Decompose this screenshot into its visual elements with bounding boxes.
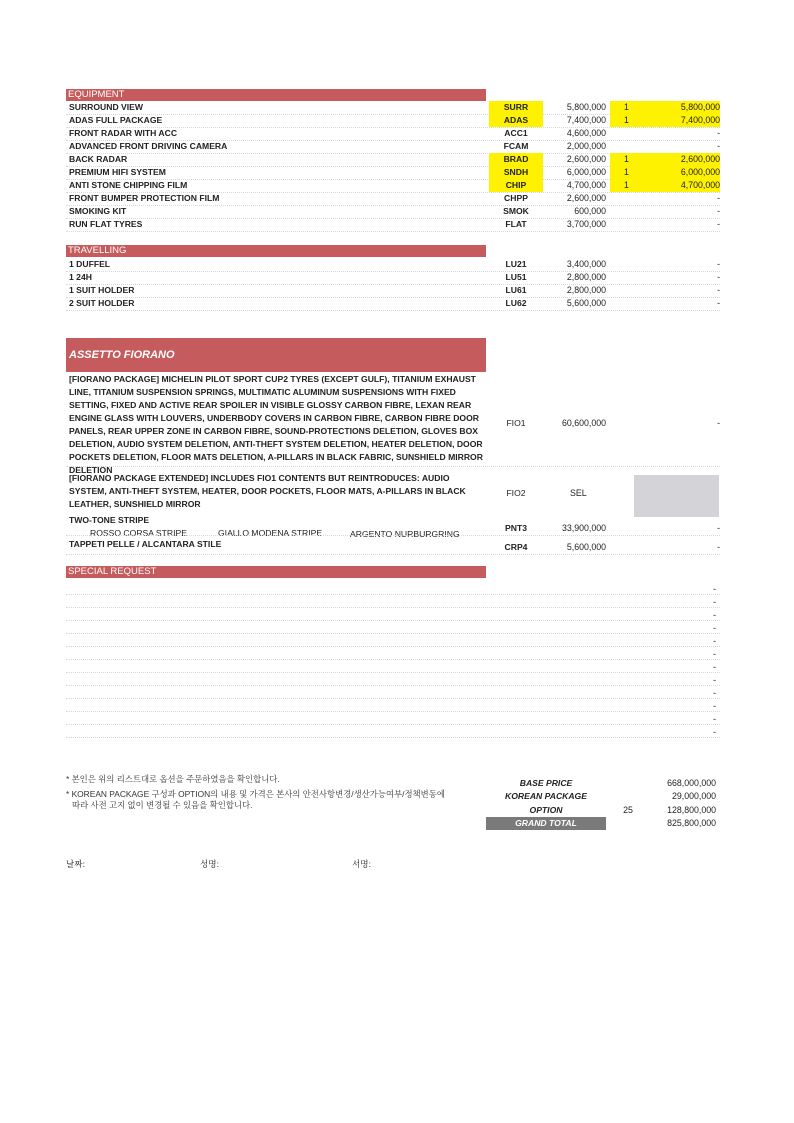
stripe-option-rosso-corsa: ROSSO CORSA STRIPE [90,528,187,538]
disclaimer-note-cont: 따라 사전 고지 없이 변경될 수 있음을 확인합니다. [72,800,253,810]
travelling-row [66,258,720,272]
item-name: ANTI STONE CHIPPING FILM [69,180,188,190]
item-price: 7,400,000 [566,115,606,125]
travelling-header: TRAVELLING [66,245,486,257]
carpet-code: CRP4 [504,542,528,552]
item-price: 2,600,000 [566,193,606,203]
two-tone-stripe-price: 33,900,000 [561,523,606,533]
item-name: FRONT RADAR WITH ACC [69,128,178,138]
special-request-total: - [713,662,716,672]
carpet-label: TAPPETI PELLE / ALCANTARA STILE [69,539,222,549]
item-code: FCAM [503,141,529,151]
divider [66,466,720,467]
two-tone-stripe-total: - [717,523,720,533]
special-request-line [66,727,720,738]
item-code: CHPP [504,193,528,203]
date-label: 날짜: [66,859,85,869]
fiorano-package-total: - [717,418,720,428]
item-total: 5,800,000 [650,101,720,114]
item-code: SMOK [503,206,529,216]
equipment-row [66,192,720,206]
special-request-line [66,584,720,595]
special-request-line [66,649,720,660]
item-total: 4,700,000 [650,179,720,192]
item-code: LU51 [505,272,527,282]
name-label: 성명: [200,859,219,869]
two-tone-stripe-label: TWO-TONE STRIPE [69,515,150,525]
item-total: - [717,141,720,151]
item-price: 4,600,000 [566,128,606,138]
special-request-total: - [713,584,716,594]
item-name: SURROUND VIEW [69,102,144,112]
item-code: CHIP [489,179,543,192]
fiorano-extended-total-cell [634,475,719,517]
equipment-header: EQUIPMENT [66,89,486,101]
special-request-line [66,597,720,608]
item-code: LU62 [505,298,527,308]
item-name: 2 SUIT HOLDER [69,298,135,308]
item-price: 2,800,000 [566,285,606,295]
fiorano-extended-description: [FIORANO PACKAGE EXTENDED] INCLUDES FIO1 CONTENTS BUT REINTRODUCES: AUDIO SYSTEM, ANTI-THEFT SYSTEM, HEATER, DOOR POCKETS, FLOOR MATS, A-PILLARS IN BLACK LEATHER, SUNSHIELD MIRROR [69,473,466,509]
item-code: BRAD [489,153,543,166]
item-code: ADAS [489,114,543,127]
item-total: 6,000,000 [650,166,720,179]
special-request-line [66,688,720,699]
special-request-total: - [713,649,716,659]
base-price-row [486,777,720,790]
item-code: SURR [489,101,543,114]
travelling-row [66,271,720,285]
item-total: - [717,193,720,203]
item-qty: 1 [610,114,650,127]
item-total: - [717,272,720,282]
item-name: 1 24H [69,272,92,282]
grand-total-value: 825,800,000 [667,818,716,828]
item-total: - [717,298,720,308]
equipment-row [66,205,720,219]
fiorano-extended-row [66,487,720,500]
base-price-label: BASE PRICE [519,778,573,788]
item-qty: 1 [610,179,650,192]
item-price: 2,600,000 [566,154,606,164]
equipment-row [66,101,720,115]
special-request-total: - [713,610,716,620]
item-total: - [717,219,720,229]
equipment-row [66,127,720,141]
special-request-line [66,623,720,634]
item-name: RUN FLAT TYRES [69,219,143,229]
item-price: 3,700,000 [566,219,606,229]
fiorano-package-row [66,417,720,430]
two-tone-stripe-code: PNT3 [505,523,527,533]
item-code: SNDH [489,166,543,179]
special-request-total: - [713,727,716,737]
fiorano-title: ASSETTO FIORANO [66,338,486,372]
signature-label: 서명: [352,859,371,869]
equipment-row [66,166,720,180]
travelling-row [66,297,720,311]
option-count: 25 [623,805,633,815]
option-label: OPTION [529,805,563,815]
item-total: 2,600,000 [650,153,720,166]
special-request-line [66,610,720,621]
confirmation-note: * 본인은 위의 리스트대로 옵션을 주문하였음을 확인합니다. [66,774,280,784]
fiorano-package-description: [FIORANO PACKAGE] MICHELIN PILOT SPORT CUP2 TYRES (EXCEPT GULF), TITANIUM EXHAUST LINE, TITANIUM SUSPENSION SPRINGS, MULTIMATIC ALUMINUM SUSPENSIONS WITH FIXED SETTING, FIXED AND ACTIVE REAR SPOILER IN VISIBLE GLOSSY CARBON FIBRE, LEXAN REAR ENGINE GLASS WITH LOUVERS, UNDERBODY COVERS IN CARBON FIBRE, CARBON FIBRE DOOR PANELS, REAR UPPER ZONE IN CARBON FIBRE, SOUND-PROTECTIONS DELETION, GLOVES BOX DELETION, AUDIO SYSTEM DELETION, ANTI-THEFT SYSTEM DELETION, HEATER DELETION, DOOR POCKETS DELETION, FLOOR MATS DELETION, A-PILLARS IN BLACK FABRIC, SUNSHIELD MIRROR DELETION [69,374,483,475]
option-row [486,804,720,817]
grand-total-label: GRAND TOTAL [486,817,606,830]
item-total: 7,400,000 [650,114,720,127]
equipment-row [66,179,720,193]
item-price: 4,700,000 [566,180,606,190]
item-name: PREMIUM HIFI SYSTEM [69,167,166,177]
fiorano-extended-code: FIO2 [506,488,526,498]
special-request-total: - [713,597,716,607]
item-code: LU61 [505,285,527,295]
item-price: 3,400,000 [566,259,606,269]
item-qty: 1 [610,153,650,166]
item-code: ACC1 [504,128,528,138]
korean-package-row [486,790,720,803]
item-total: - [717,206,720,216]
korean-package-label: KOREAN PACKAGE [505,791,587,801]
item-total: - [717,285,720,295]
item-price: 2,000,000 [566,141,606,151]
carpet-price: 5,600,000 [566,542,606,552]
fiorano-extended-price: SEL [570,488,587,498]
special-request-total: - [713,636,716,646]
item-name: BACK RADAR [69,154,128,164]
special-request-line [66,662,720,673]
item-qty: 1 [610,101,650,114]
item-name: ADAS FULL PACKAGE [69,115,163,125]
special-request-line [66,701,720,712]
item-price: 5,800,000 [566,102,606,112]
equipment-row [66,114,720,128]
item-name: FRONT BUMPER PROTECTION FILM [69,193,220,203]
fiorano-package-code: FIO1 [506,418,526,428]
travelling-row [66,284,720,298]
item-price: 6,000,000 [566,167,606,177]
special-request-total: - [713,701,716,711]
fiorano-package-price: 60,600,000 [561,418,606,428]
special-request-total: - [713,714,716,724]
special-request-total: - [713,675,716,685]
disclaimer-note: * KOREAN PACKAGE 구성과 OPTION의 내용 및 가격은 본사의 안전사항변경/생산가능여부/정책변동에 [66,789,445,799]
special-request-total: - [713,623,716,633]
item-name: SMOKING KIT [69,206,127,216]
item-name: 1 SUIT HOLDER [69,285,135,295]
special-request-line [66,636,720,647]
carpet-row [66,541,720,555]
item-qty: 1 [610,166,650,179]
item-name: 1 DUFFEL [69,259,111,269]
item-price: 600,000 [574,206,606,216]
special-request-line [66,714,720,725]
item-name: ADVANCED FRONT DRIVING CAMERA [69,141,228,151]
item-price: 5,600,000 [566,298,606,308]
two-tone-stripe-row [66,522,720,536]
korean-package-value: 29,000,000 [671,791,716,801]
item-total: - [717,259,720,269]
stripe-option-giallo-modena: GIALLO MODENA STRIPE [218,528,323,538]
special-request-line [66,675,720,686]
equipment-row [66,153,720,167]
item-code: FLAT [505,219,527,229]
option-value: 128,800,000 [667,805,716,815]
special-request-header: SPECIAL REQUEST [66,566,486,578]
item-code: LU21 [505,259,527,269]
grand-total-row [486,817,720,830]
equipment-row [66,140,720,154]
item-total: - [717,128,720,138]
carpet-total: - [717,542,720,552]
item-price: 2,800,000 [566,272,606,282]
base-price-value: 668,000,000 [667,778,716,788]
equipment-row [66,218,720,232]
special-request-total: - [713,688,716,698]
stripe-option-argento-nurburgring: ARGENTO NURBURGRING [350,529,460,539]
